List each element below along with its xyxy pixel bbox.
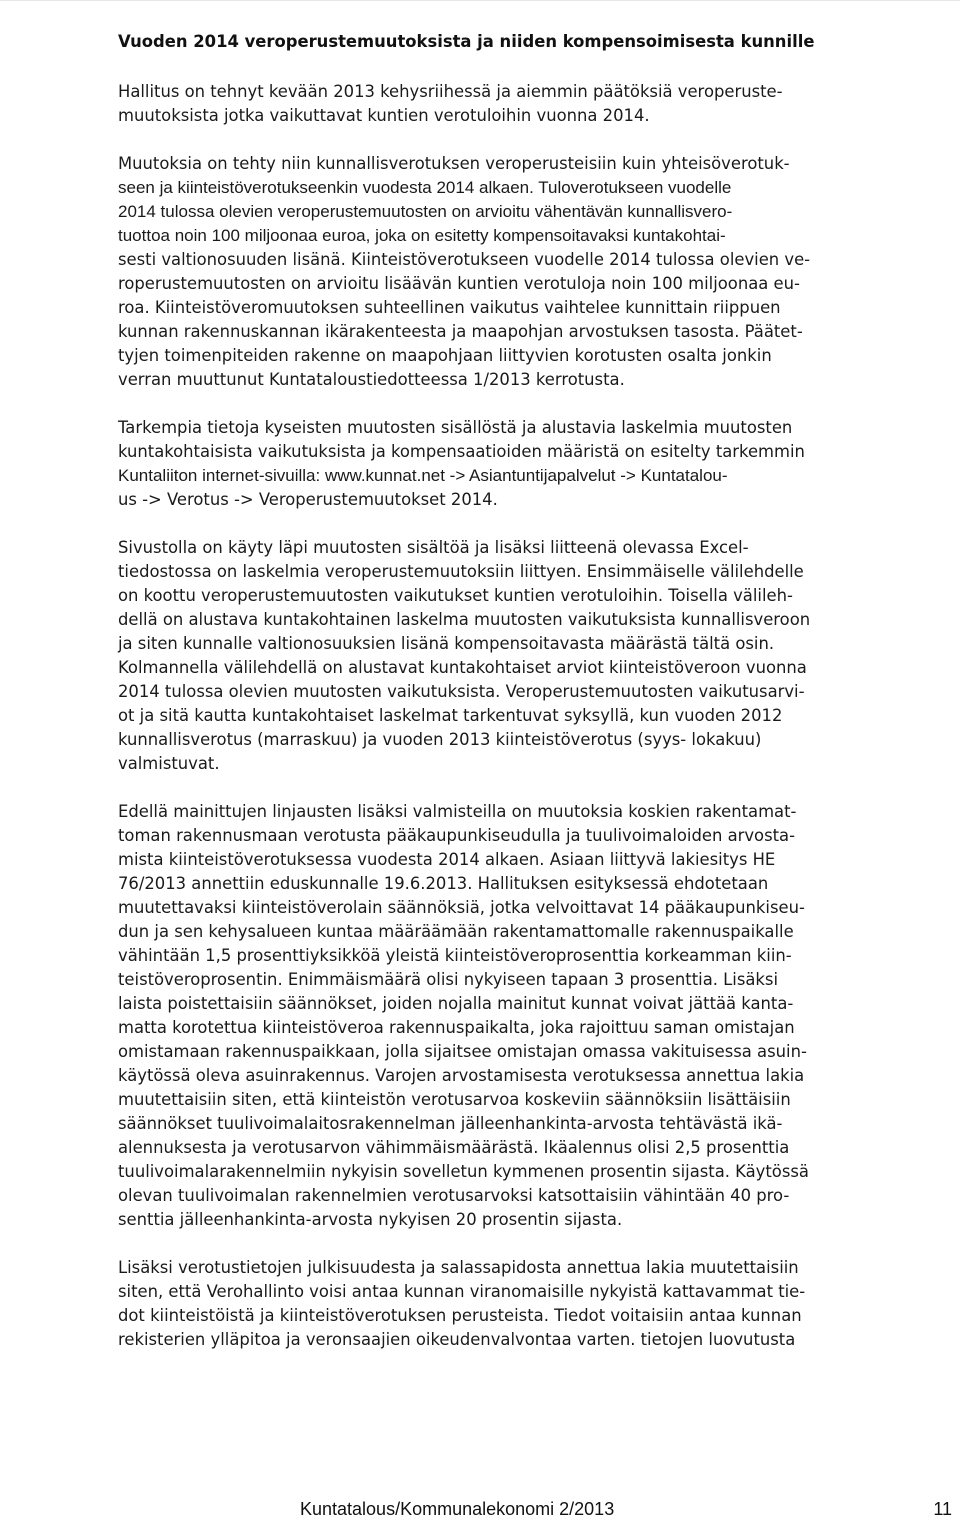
text-line: ot ja sitä kautta kuntakohtaiset laskelmat tarkentuvat syksyllä, kun vuoden 2012 xyxy=(118,706,783,725)
text-line: 76/2013 annettiin eduskunnalle 19.6.2013. Hallituksen esityksessä ehdotetaan xyxy=(118,874,769,893)
text-line: rekisterien ylläpitoa ja veronsaajien oikeudenvalvontaa varten. tietojen luovutusta xyxy=(118,1330,796,1349)
text-line: säännökset tuulivoimalaitosrakennelman jälleenhankinta-arvosta tehtävästä ikä- xyxy=(118,1114,783,1133)
text-line: ja siten kunnalle valtionosuuksien lisänä kompensoitavasta määrästä tältä osin. xyxy=(118,634,775,653)
text-line: 2014 tulossa olevien veroperustemuutosten on arvioitu vähentävän kunnallisvero- xyxy=(118,202,733,221)
text-line: käytössä oleva asuinrakennus. Varojen arvostamisesta verotuksessa annettua lakia xyxy=(118,1066,805,1085)
paragraph-container xyxy=(118,80,953,1352)
text-line: tiedostossa on laskelmia veroperustemuutoksiin liittyen. Ensimmäiselle välilehdelle xyxy=(118,562,804,581)
text-line: toman rakennusmaan verotusta pääkaupunkiseudulla ja tuulivoimaloiden arvosta- xyxy=(118,826,796,845)
paragraph xyxy=(118,536,953,776)
text-line: muutettavaksi kiinteistöverolain säännöksiä, jotka velvoittavat 14 pääkaupunkiseu- xyxy=(118,898,805,917)
page-footer xyxy=(0,1498,960,1522)
text-line: dot kiinteistöistä ja kiinteistöverotuksen perusteista. Tiedot voitaisiin antaa kunnan xyxy=(118,1306,802,1325)
text-line: tuulivoimalarakennelmiin nykyisin sovelletun kymmenen prosentin sijasta. Käytössä xyxy=(118,1162,809,1181)
text-line: sesti valtionosuuden lisänä. Kiinteistöverotukseen vuodelle 2014 tulossa olevien ve- xyxy=(118,250,811,269)
text-line: teistöveroprosentin. Enimmäismäärä olisi nykyiseen tapaan 3 prosenttia. Lisäksi xyxy=(118,970,779,989)
text-line: mista kiinteistöverotuksessa vuodesta 2014 alkaen. Asiaan liittyvä lakiesitys HE xyxy=(118,850,776,869)
top-rule xyxy=(0,0,960,1)
paragraph xyxy=(118,416,953,512)
text-line: us -> Verotus -> Veroperustemuutokset 2014. xyxy=(118,490,498,509)
text-line: Tarkempia tietoja kyseisten muutosten sisällöstä ja alustavia laskelmia muutosten xyxy=(118,418,793,437)
document-body xyxy=(118,30,953,1376)
text-line: Kolmannella välilehdellä on alustavat kuntakohtaiset arviot kiinteistöveroon vuonna xyxy=(118,658,807,677)
text-line: Edellä mainittujen linjausten lisäksi valmisteilla on muutoksia koskien rakentamat- xyxy=(118,802,797,821)
text-line: kuntakohtaisista vaikutuksista ja kompensaatioiden määristä on esitelty tarkemmin xyxy=(118,442,805,461)
text-line: dellä on alustava kuntakohtainen laskelma muutosten vaikutuksista kunnallisveroon xyxy=(118,610,811,629)
text-line: Kuntaliiton internet-sivuilla: www.kunnat.net -> Asiantuntijapalvelut -> Kuntatalou- xyxy=(118,466,728,485)
text-line: olevan tuulivoimalan rakennelmien verotusarvoksi katsottaisiin vähintään 40 pro- xyxy=(118,1186,790,1205)
text-line: muutettaisiin siten, että kiinteistön verotusarvoa koskeviin säännöksiin lisättäisiin xyxy=(118,1090,791,1109)
text-line: kunnan rakennuskannan ikärakenteesta ja maapohjan arvostuksen tasosta. Päätet- xyxy=(118,322,803,341)
paragraph xyxy=(118,80,953,128)
text-line: kunnallisverotus (marraskuu) ja vuoden 2013 kiinteistöverotus (syys- lokakuu) xyxy=(118,730,762,749)
document-title: Vuoden 2014 veroperustemuutoksista ja niiden kompensoimisesta kunnille xyxy=(118,32,815,51)
text-line: roperustemuutosten on arvioitu lisäävän kuntien verotuloja noin 100 miljoonaa eu- xyxy=(118,274,800,293)
text-line: tyjen toimenpiteiden rakenne on maapohjaan liittyvien korotusten osalta jonkin xyxy=(118,346,772,365)
text-line: roa. Kiinteistöveromuutoksen suhteellinen vaikutus vaihtelee kunnittain riippuen xyxy=(118,298,781,317)
text-line: 2014 tulossa olevien muutosten vaikutuksista. Veroperustemuutosten vaikutusarvi- xyxy=(118,682,805,701)
text-line: matta korotettua kiinteistöveroa rakennuspaikalta, joka rajoittuu saman omistajan xyxy=(118,1018,795,1037)
text-line: Sivustolla on käyty läpi muutosten sisältöä ja lisäksi liitteenä olevassa Excel- xyxy=(118,538,749,557)
footer-source: Kuntatalous/Kommunalekonomi 2/2013 xyxy=(300,1499,615,1519)
text-line: Hallitus on tehnyt kevään 2013 kehysriihessä ja aiemmin päätöksiä veroperuste- xyxy=(118,82,783,101)
paragraph xyxy=(118,1256,953,1352)
text-line: senttia jälleenhankinta-arvosta nykyisen 20 prosentin sijasta. xyxy=(118,1210,623,1229)
text-line: Lisäksi verotustietojen julkisuudesta ja salassapidosta annettua lakia muutettaisiin xyxy=(118,1258,799,1277)
text-line: on koottu veroperustemuutosten vaikutukset kuntien verotuloihin. Toisella välileh- xyxy=(118,586,793,605)
text-line: omistamaan rakennuspaikkaan, jolla sijaitsee omistajan omassa vakituisessa asuin- xyxy=(118,1042,807,1061)
text-line: alennuksesta ja verotusarvon vähimmäismäärästä. Ikäalennus olisi 2,5 prosenttia xyxy=(118,1138,790,1157)
page-number: 11 xyxy=(933,1499,952,1519)
paragraph xyxy=(118,152,953,392)
text-line: siten, että Verohallinto voisi antaa kunnan viranomaisille nykyistä kattavammat tie- xyxy=(118,1282,806,1301)
text-line: verran muuttunut Kuntataloustiedotteessa 1/2013 kerrotusta. xyxy=(118,370,625,389)
text-line: vähintään 1,5 prosenttiyksikköä yleistä kiinteistöveroprosenttia korkeamman kiin- xyxy=(118,946,792,965)
text-line: valmistuvat. xyxy=(118,754,220,773)
text-line: dun ja sen kehysalueen kuntaa määräämään rakentamattomalle rakennuspaikalle xyxy=(118,922,794,941)
text-line: laista poistettaisiin säännökset, joiden nojalla mainitut kunnat voivat jättää kanta- xyxy=(118,994,794,1013)
paragraph xyxy=(118,800,953,1232)
text-line: tuottoa noin 100 miljoonaa euroa, joka on esitetty kompensoitavaksi kuntakohtai- xyxy=(118,226,726,245)
text-line: Muutoksia on tehty niin kunnallisverotuksen veroperusteisiin kuin yhteisöverotuk- xyxy=(118,154,790,173)
text-line: seen ja kiinteistöverotukseenkin vuodesta 2014 alkaen. Tuloverotukseen vuodelle xyxy=(118,178,732,197)
text-line: muutoksista jotka vaikuttavat kuntien verotuloihin vuonna 2014. xyxy=(118,106,650,125)
